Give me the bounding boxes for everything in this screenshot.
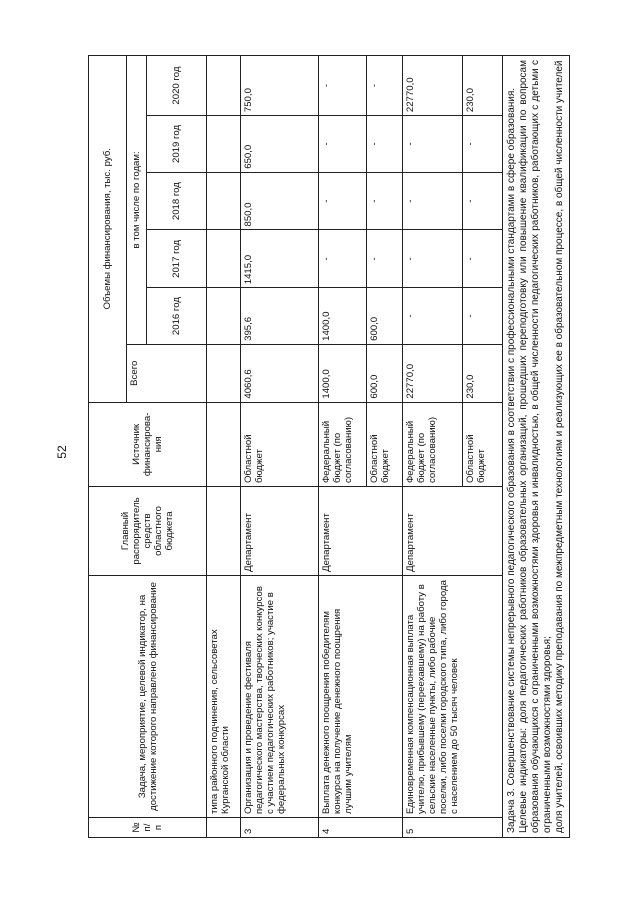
- header-year: 2017 год: [147, 230, 207, 288]
- rotated-page: [88, 55, 591, 838]
- target-indicators-2: доля учителей, освоивших методику преподавания по межпредметным технологиям и реализующих ее в образовательном процессе, в общей численности учителей: [554, 60, 565, 833]
- table-row: [319, 56, 367, 838]
- row-value: [207, 230, 241, 288]
- row-value: -: [403, 116, 463, 173]
- row-value: -: [367, 172, 403, 230]
- header-year: 2020 год: [147, 56, 207, 116]
- header-manager: Главный распорядитель средств областного бюджета: [89, 487, 207, 576]
- row-value: -: [319, 116, 367, 173]
- row-value: -: [463, 172, 503, 230]
- row-value: -: [463, 288, 503, 345]
- header-year: 2018 год: [147, 172, 207, 230]
- row-total: 1400,0: [319, 344, 367, 402]
- row-value: [207, 56, 241, 116]
- row-value: -: [319, 172, 367, 230]
- row-value: -: [367, 230, 403, 288]
- row-total: 22770,0: [403, 344, 463, 402]
- row-value: -: [367, 56, 403, 116]
- row-task: Выплата денежного поощрения победителям конкурса на получение денежного поощрения лучшим учителям: [319, 575, 403, 817]
- row-value: [207, 116, 241, 173]
- row-value: 850,0: [241, 172, 319, 230]
- row-value: 230,0: [463, 56, 503, 116]
- row-manager: Департамент: [319, 487, 403, 576]
- row-value: -: [319, 230, 367, 288]
- row-value: [207, 288, 241, 345]
- row-value: 395,6: [241, 288, 319, 345]
- row-source: Областной бюджет: [367, 402, 403, 486]
- row-source: Областной бюджет: [241, 402, 319, 486]
- row-value: -: [463, 230, 503, 288]
- row-total: 600,0: [367, 344, 403, 402]
- header-source: Источник финансирова-ния: [89, 402, 207, 486]
- row-manager: [207, 487, 241, 576]
- row-value: 22770,0: [403, 56, 463, 116]
- row-source: Областной бюджет: [463, 402, 503, 486]
- task-3-text: [503, 56, 570, 838]
- row-source: [207, 402, 241, 486]
- header-task: Задача, мероприятие, целевой индикатор, на достижение которого направлено финансирование: [89, 575, 207, 817]
- row-value: -: [403, 288, 463, 345]
- header-year: 2019 год: [147, 116, 207, 173]
- table-row: [403, 56, 463, 838]
- row-total: 4060,6: [241, 344, 319, 402]
- header-year: 2016 год: [147, 288, 207, 345]
- row-task: типа районного подчинения, сельсоветах Курганской области: [207, 575, 241, 817]
- row-manager: Департамент: [241, 487, 319, 576]
- table-row: [207, 56, 241, 838]
- row-value: 650,0: [241, 116, 319, 173]
- table-row: [241, 56, 319, 838]
- task-block: [503, 56, 570, 838]
- financing-table: [88, 55, 570, 838]
- row-value: [207, 172, 241, 230]
- task-3-title: Задача 3. Совершенствование системы непрерывного педагогического образования в соответствии с профессиональными стандартами в сфере образования.: [506, 87, 517, 833]
- row-task: Организация и проведение фестиваля педагогического мастерства, творческих конкурсов с участием педагогических работников; участие в федеральных конкурсах: [241, 575, 319, 817]
- row-total: [207, 344, 241, 402]
- row-source: Федеральный бюджет (по согласованию): [319, 402, 367, 486]
- row-value: 1415,0: [241, 230, 319, 288]
- header-volumes: Объемы финансирования, тыс. руб.: [89, 56, 127, 403]
- row-task: Единовременная компенсационная выплата учителю, прибывшему (переехавшему) на работу в сельские населенные пункты, либо рабочие поселки, либо поселки городского типа, либо города с населением до 50 тысяч человек: [403, 575, 503, 817]
- row-value: -: [403, 230, 463, 288]
- row-value: -: [367, 116, 403, 173]
- row-num: 3: [241, 818, 319, 838]
- row-value: 1400,0: [319, 288, 367, 345]
- target-indicators: Целевые индикаторы: доля педагогических работников образовательных организаций, прошедших переподготовку или повышение квалификации по вопросам образования обучающихся с ограниченными возможностями здоровья и инвалидностью, в общей численности педагогических работников, работающих с детьми с ограниченными возможностями здоровья;: [518, 60, 553, 833]
- row-value: -: [403, 172, 463, 230]
- row-total: 230,0: [463, 344, 503, 402]
- row-value: 600,0: [367, 288, 403, 345]
- row-value: -: [463, 116, 503, 173]
- row-manager: Департамент: [403, 487, 503, 576]
- row-num: 5: [403, 818, 503, 838]
- row-value: -: [319, 56, 367, 116]
- header-num: № п/п: [89, 818, 207, 838]
- row-num: [207, 818, 241, 838]
- row-value: 750,0: [241, 56, 319, 116]
- header-by-year: в том числе по годам:: [127, 56, 147, 345]
- row-num: 4: [319, 818, 403, 838]
- page-number: 52: [55, 445, 69, 459]
- header-total: Всего: [127, 344, 207, 402]
- row-source: Федеральный бюджет (по согласованию): [403, 402, 463, 486]
